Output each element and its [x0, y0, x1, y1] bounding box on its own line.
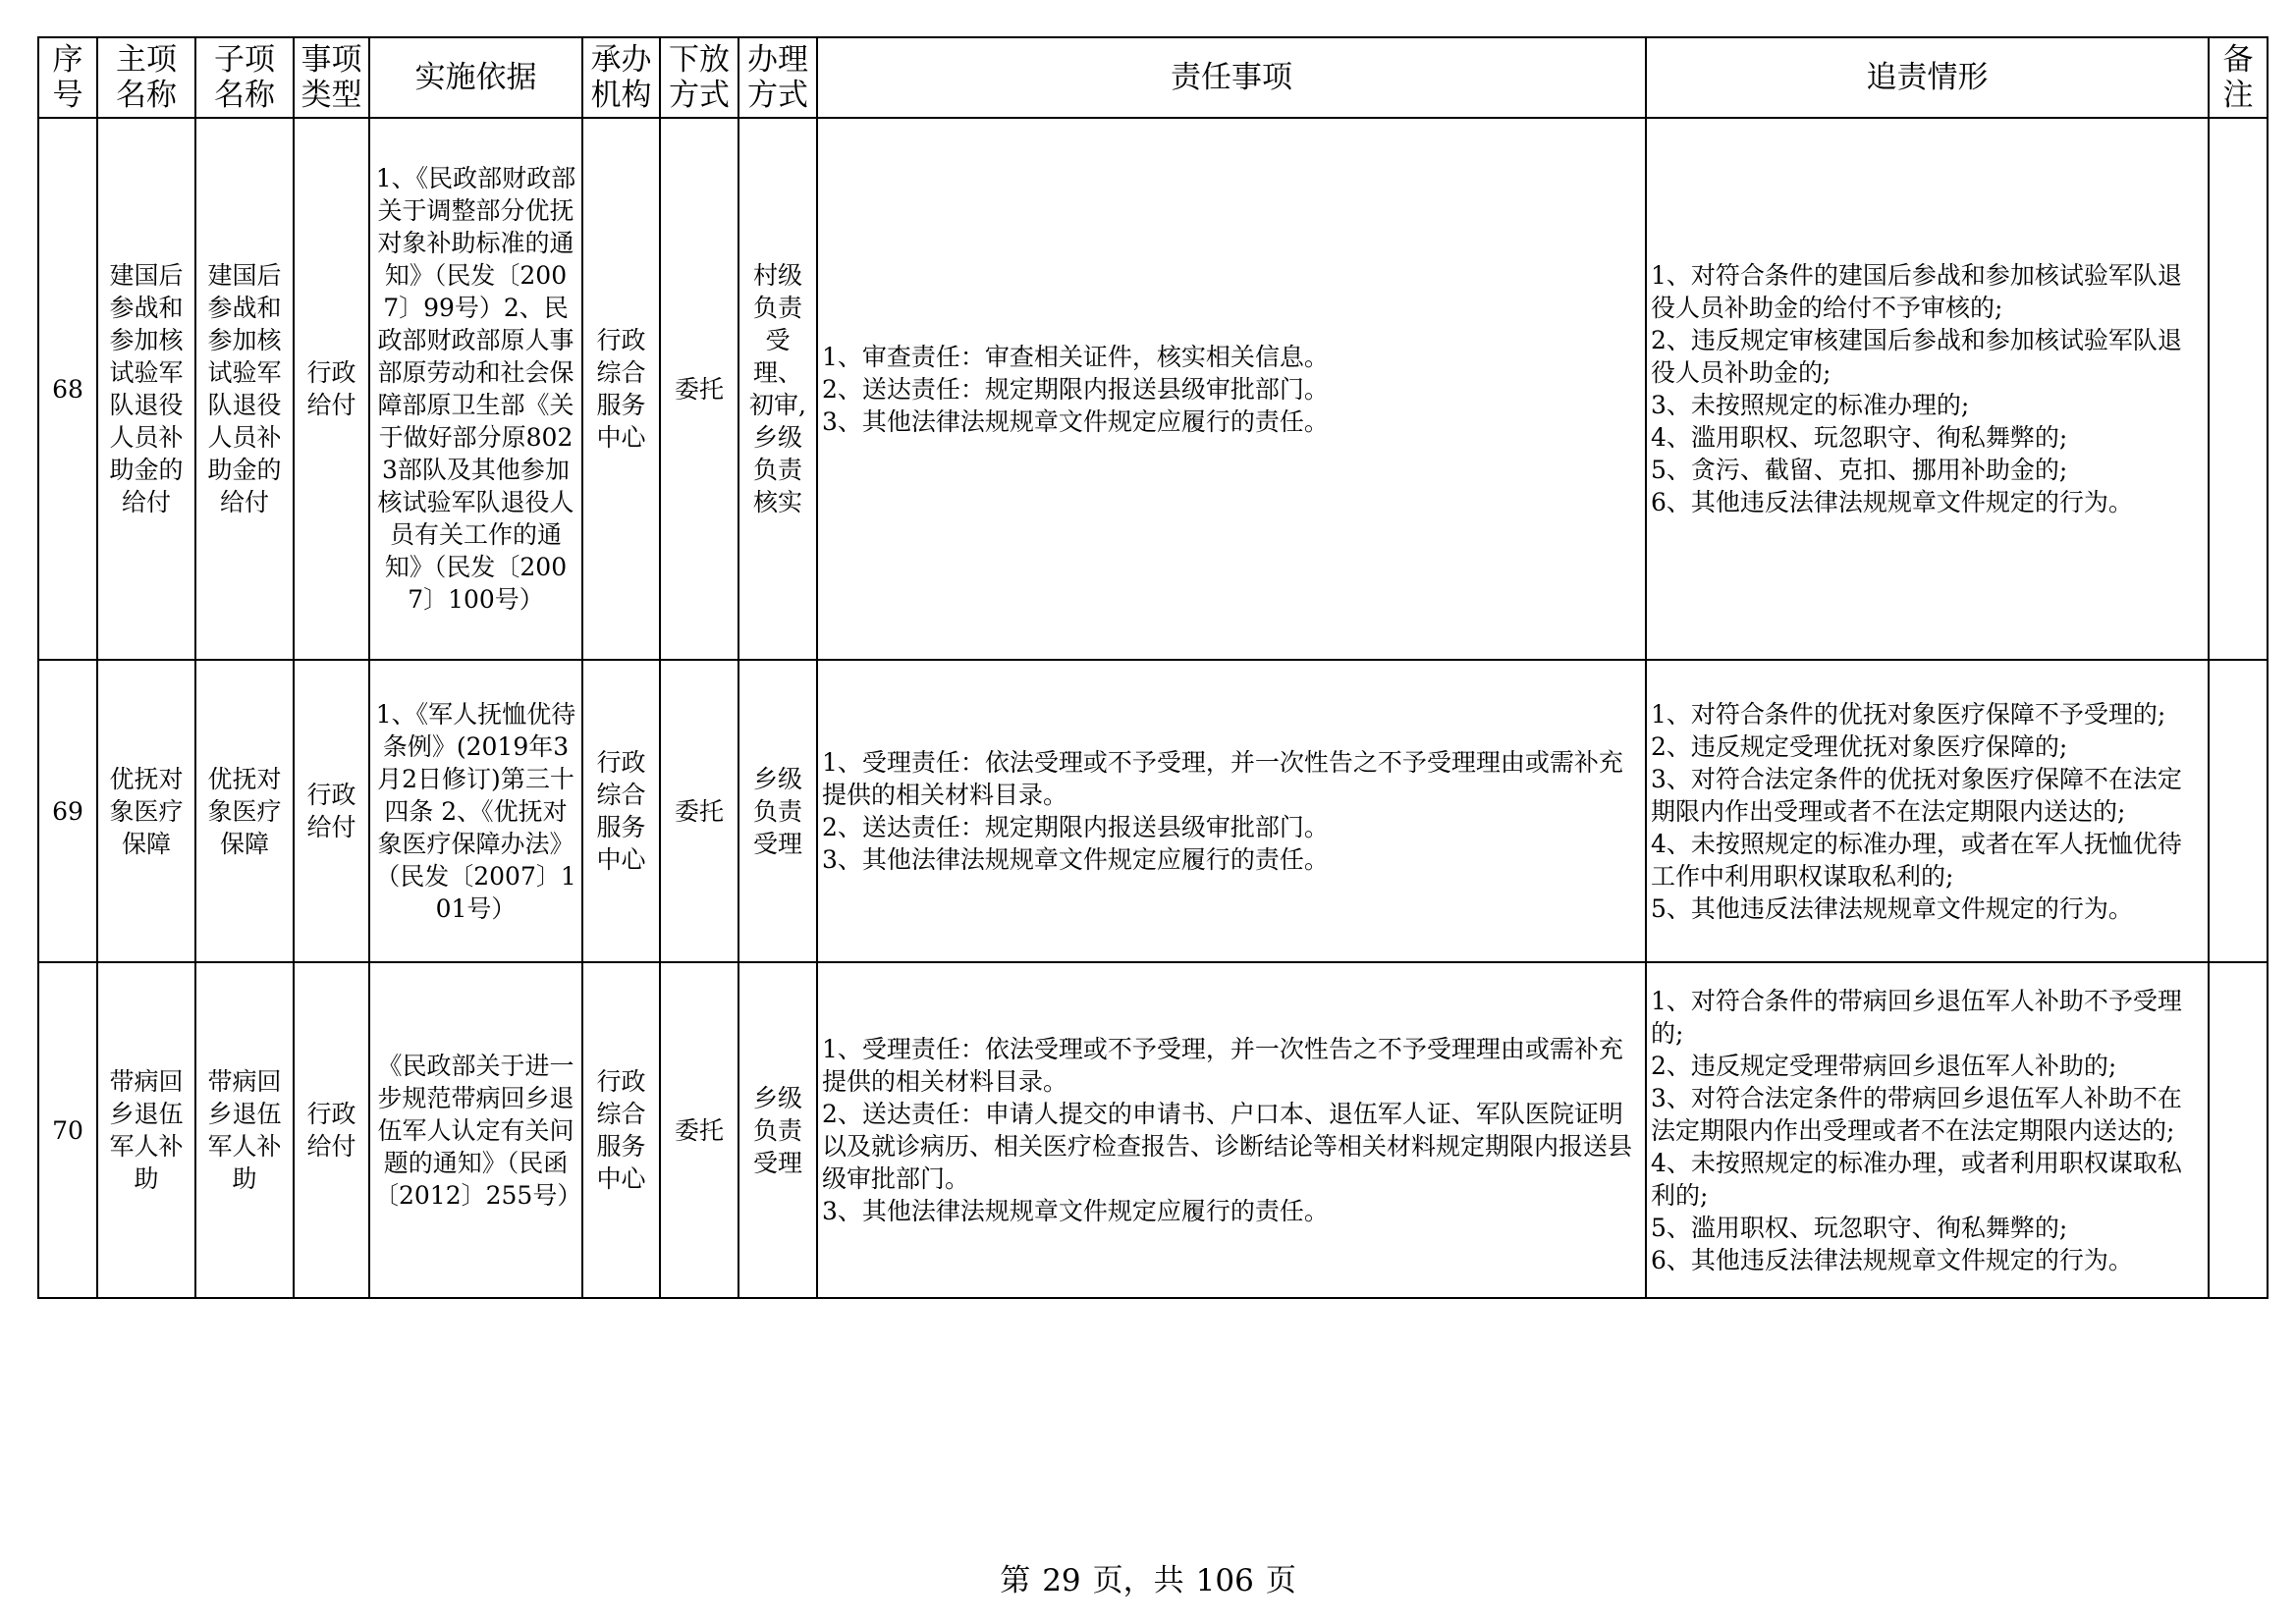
cell-item-type: 行政给付 — [294, 962, 369, 1298]
header-delegation: 下放方式 — [660, 37, 738, 118]
accountability-line: 6、其他违反法律法规规章文件规定的行为。 — [1651, 488, 2133, 516]
page-footer — [0, 1555, 2296, 1599]
responsibility-line: 2、送达责任：规定期限内报送县级审批部门。 — [822, 374, 1329, 404]
cell-seq: 70 — [38, 962, 97, 1298]
footer-prefix: 第 — [1000, 1563, 1031, 1598]
cell-sub-item: 带病回乡退伍军人补助 — [195, 962, 294, 1298]
cell-org: 行政综合服务中心 — [582, 962, 660, 1298]
cell-accountability — [1646, 660, 2209, 962]
cell-remarks — [2209, 962, 2268, 1298]
accountability-line: 4、未按照规定的标准办理，或者利用职权谋取私利的; — [1651, 1148, 2182, 1210]
header-main-item: 主项名称 — [97, 37, 195, 118]
header-sub-item: 子项名称 — [195, 37, 294, 118]
responsibility-line: 2、送达责任：规定期限内报送县级审批部门。 — [822, 813, 1329, 841]
footer-mid: 页，共 — [1092, 1563, 1184, 1598]
cell-accountability — [1646, 962, 2209, 1298]
header-remarks: 备注 — [2209, 37, 2268, 118]
accountability-line: 1、对符合条件的建国后参战和参加核试验军队退役人员补助金的给付不予审核的; — [1651, 261, 2182, 322]
cell-responsibility — [817, 660, 1646, 962]
accountability-line: 4、未按照规定的标准办理，或者在军人抚恤优待工作中利用职权谋取私利的; — [1651, 829, 2182, 891]
responsibility-line: 1、审查责任：审查相关证件，核实相关信息。 — [822, 342, 1329, 371]
responsibility-line: 3、其他法律法规规章文件规定应履行的责任。 — [822, 845, 1329, 874]
responsibility-line: 2、送达责任：申请人提交的申请书、户口本、退伍军人证、军队医院证明以及就诊病历、相关医疗检查报告、诊断结论等相关材料规定期限内报送县级审批部门。 — [822, 1100, 1633, 1193]
responsibility-line: 3、其他法律法规规章文件规定应履行的责任。 — [822, 406, 1329, 436]
accountability-line: 3、对符合法定条件的带病回乡退伍军人补助不在法定期限内作出受理或者不在法定期限内送达的; — [1651, 1083, 2182, 1145]
cell-basis: 1、《军人抚恤优待条例》(2019年3月2日修订)第三十四条 2、《优抚对象医疗保障办法》（民发〔2007〕101号） — [369, 660, 582, 962]
header-handling: 办理方式 — [738, 37, 817, 118]
cell-org: 行政综合服务中心 — [582, 660, 660, 962]
cell-main-item: 建国后参战和参加核试验军队退役人员补助金的给付 — [97, 118, 195, 660]
accountability-line: 4、滥用职权、玩忽职守、徇私舞弊的; — [1651, 423, 2068, 452]
table-header-row — [38, 37, 2268, 118]
cell-seq: 68 — [38, 118, 97, 660]
header-org: 承办机构 — [582, 37, 660, 118]
responsibility-line: 1、受理责任：依法受理或不予受理，并一次性告之不予受理理由或需补充提供的相关材料目录。 — [822, 1035, 1623, 1096]
cell-item-type: 行政给付 — [294, 118, 369, 660]
responsibility-table — [37, 36, 2269, 1299]
cell-remarks — [2209, 118, 2268, 660]
responsibility-line: 3、其他法律法规规章文件规定应履行的责任。 — [822, 1197, 1329, 1225]
accountability-line: 1、对符合条件的优抚对象医疗保障不予受理的; — [1651, 699, 2166, 729]
accountability-line: 3、未按照规定的标准办理的; — [1651, 391, 1970, 419]
cell-main-item: 优抚对象医疗保障 — [97, 660, 195, 962]
table-row — [38, 660, 2268, 962]
cell-handling: 村级负责受理、初审,乡级负责核实 — [738, 118, 817, 660]
header-seq: 序号 — [38, 37, 97, 118]
cell-sub-item: 优抚对象医疗保障 — [195, 660, 294, 962]
cell-org: 行政综合服务中心 — [582, 118, 660, 660]
cell-delegation: 委托 — [660, 962, 738, 1298]
accountability-line: 2、违反规定审核建国后参战和参加核试验军队退役人员补助金的; — [1651, 326, 2182, 387]
page-number: 29 — [1042, 1563, 1081, 1598]
cell-delegation: 委托 — [660, 660, 738, 962]
cell-sub-item: 建国后参战和参加核试验军队退役人员补助金的给付 — [195, 118, 294, 660]
cell-delegation: 委托 — [660, 118, 738, 660]
accountability-line: 3、对符合法定条件的优抚对象医疗保障不在法定期限内作出受理或者不在法定期限内送达的; — [1651, 764, 2182, 826]
responsibility-line: 1、受理责任：依法受理或不予受理，并一次性告之不予受理理由或需补充提供的相关材料目录。 — [822, 748, 1623, 809]
header-accountability: 追责情形 — [1646, 37, 2209, 118]
cell-responsibility — [817, 118, 1646, 660]
header-item-type: 事项类型 — [294, 37, 369, 118]
header-basis: 实施依据 — [369, 37, 582, 118]
cell-accountability — [1646, 118, 2209, 660]
table-row — [38, 118, 2268, 660]
cell-main-item: 带病回乡退伍军人补助 — [97, 962, 195, 1298]
accountability-line: 2、违反规定受理带病回乡退伍军人补助的; — [1651, 1051, 2117, 1080]
table-row — [38, 962, 2268, 1298]
cell-seq: 69 — [38, 660, 97, 962]
cell-responsibility — [817, 962, 1646, 1298]
cell-remarks — [2209, 660, 2268, 962]
cell-handling: 乡级负责受理 — [738, 660, 817, 962]
header-responsibility: 责任事项 — [817, 37, 1646, 118]
accountability-line: 5、滥用职权、玩忽职守、徇私舞弊的; — [1651, 1213, 2068, 1242]
accountability-line: 2、违反规定受理优抚对象医疗保障的; — [1651, 731, 2068, 761]
accountability-line: 5、其他违反法律法规规章文件规定的行为。 — [1651, 893, 2133, 923]
footer-suffix: 页 — [1265, 1563, 1296, 1598]
accountability-line: 5、贪污、截留、克扣、挪用补助金的; — [1651, 456, 2068, 484]
accountability-line: 6、其他违反法律法规规章文件规定的行为。 — [1651, 1245, 2133, 1274]
cell-handling: 乡级负责受理 — [738, 962, 817, 1298]
cell-basis: 《民政部关于进一步规范带病回乡退伍军人认定有关问题的通知》（民函〔2012〕255号） — [369, 962, 582, 1298]
cell-basis: 1、《民政部财政部关于调整部分优抚对象补助标准的通知》（民发〔2007〕99号）2、民政部财政部原人事部原劳动和社会保障部原卫生部《关于做好部分原8023部队及其他参加核试验军队退役人员有关工作的通知》（民发〔2007〕100号） — [369, 118, 582, 660]
total-pages: 106 — [1195, 1563, 1254, 1598]
accountability-line: 1、对符合条件的带病回乡退伍军人补助不予受理的; — [1651, 986, 2182, 1048]
cell-item-type: 行政给付 — [294, 660, 369, 962]
